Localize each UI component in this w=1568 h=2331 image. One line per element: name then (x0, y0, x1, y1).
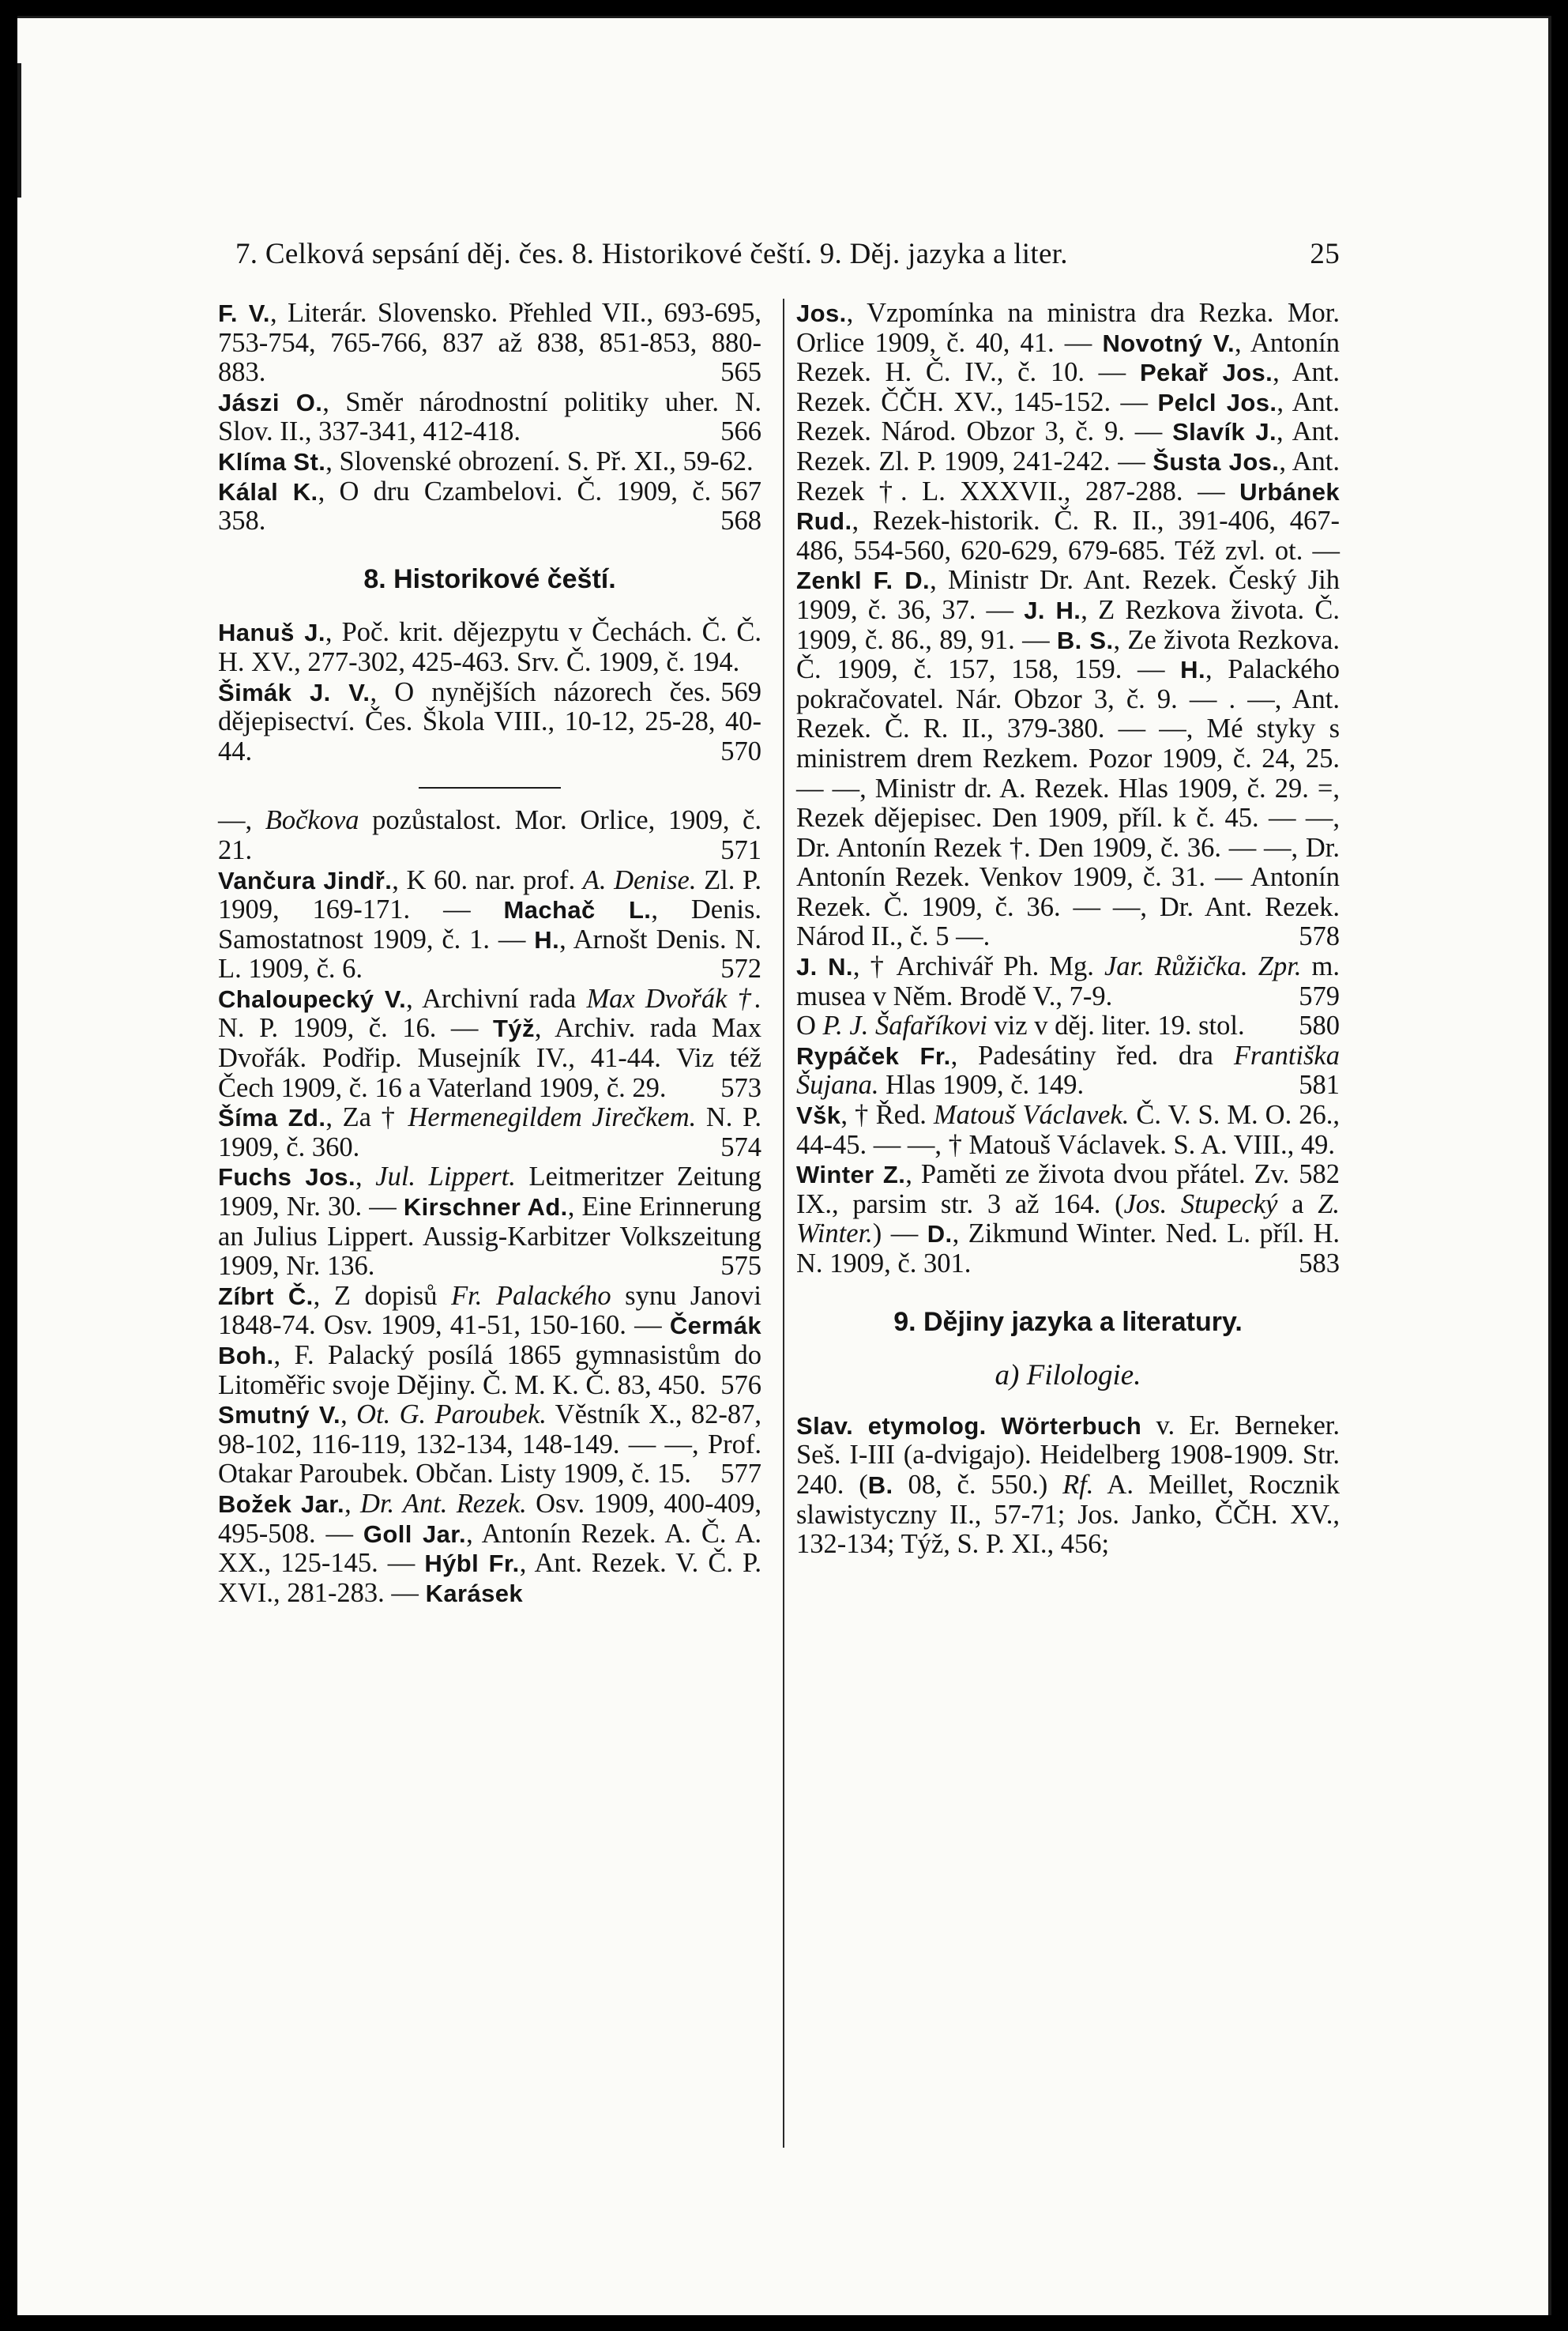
section-heading-8: 8. Historikové čeští. (363, 563, 616, 594)
bib-entry-584: Slav. etymolog. Wörterbuch v. Er. Berneker. Seš. I-III (a-dvigajo). Heidelberg 1908-1909. Str. 240. (B. 08, č. 550.) Rf. A. Meillet, Rocznik slawistyczny II., 57-71; Jos. Janko, ČČH. XV., 132-134; Týž, S. P. XI., 456; (796, 1410, 1340, 1560)
bib-entry-582: Všk, † Řed. Matouš Václavek. Č. V. S. M. O. 26., 44-45. — —, † Matouš Václavek. S. A. VIII., 49. 582 (796, 1100, 1340, 1190)
right-column (796, 299, 1340, 1560)
column-divider (783, 299, 784, 2148)
bib-entry-577: Smutný V., Ot. G. Paroubek. Věstník X., 82-87, 98-102, 116-119, 132-134, 148-149. — —, Prof. Otakar Paroubek. Občan. Listy 1909, č. 15. 577 (218, 1399, 762, 1489)
scan-edge-right (1548, 16, 1551, 2315)
scan-edge-left-mark (17, 63, 21, 198)
bib-entry-567: Klíma St., Slovenské obrození. S. Př. XI., 59-62. 567 (218, 446, 761, 506)
bib-entry-573: Chaloupecký V., Archivní rada Max Dvořák †. N. P. 1909, č. 16. — Týž, Archiv. rada Max Dvořák. Podřip. Musejník IV., 41-44. Viz též Čech 1909, č. 16 a Vaterland 1909, č. 29. 573 (218, 983, 761, 1103)
bib-entry-581: Rypáček Fr., Padesátiny řed. dra Františka Šujana. Hlas 1909, č. 149. 581 (796, 1040, 1340, 1101)
bib-entry-583: Winter Z., Paměti ze života dvou přátel. Zv. IX., parsim str. 3 až 164. (Jos. Stupecký a Z. Winter.) — D., Zikmund Winter. Ned. L. příl. H. N. 1909, č. 301. 583 (796, 1159, 1340, 1278)
bib-entry-578-continued: Jos., Vzpomínka na ministra dra Rezka. Mor. Orlice 1909, č. 40, 41. — Novotný V., Antonín Rezek. H. Č. IV., č. 10. — Pekař Jos., Ant. Rezek. ČČH. XV., 145-152. — Pelcl Jos., Ant. Rezek. Národ. Obzor 3, č. 9. — Slavík J., Ant. Rezek. Zl. P. 1909, 241-242. — Šusta Jos., Ant. Rezek †. L. XXXVII., 287-288. — Urbánek Rud., Rezek-historik. Č. R. II., 391-406, 467-486, 554-560, 620-629, 679-685. Též zvl. ot. — Zenkl F. D., Ministr Dr. Ant. Rezek. Český Jih 1909, č. 36, 37. — J. H., Z Rezkova života. Č. 1909, č. 86., 89, 91. — B. S., Ze života Rezkova. Č. 1909, č. 157, 158, 159. — H., Palackého pokračovatel. Nár. Obzor 3, č. 9. — . —, Ant. Rezek. Č. R. II., 379-380. — —, Mé styky s ministrem drem Rezkem. Pozor 1909, č. 24, 25. — —, Ministr dr. A. Rezek. Hlas 1909, č. 29. =, Rezek dějepisec. Den 1909, příl. k č. 45. — —, Dr. Antonín Rezek †. Den 1909, č. 36. — —, Dr. Antonín Rezek. Venkov 1909, č. 31. — Antonín Rezek. Č. 1909, č. 36. — —, Dr. Ant. Rezek. Národ II., č. 5 —. 578 (796, 298, 1341, 952)
bib-entry-576: Zíbrt Č., Z dopisů Fr. Palackého synu Janovi 1848-74. Osv. 1909, 41-51, 150-160. — Čermák Boh., F. Palacký posílá 1865 gymnasistům do Litoměřic svoje Dějiny. Č. M. K. Č. 83, 450. 576 (218, 1280, 761, 1400)
bib-entry-565: F. V., Literár. Slovensko. Přehled VII., 693-695, 753-754, 765-766, 837 až 838, 851-853, 880-883. 565 (218, 298, 761, 388)
bib-entry-569: Hanuš J., Poč. krit. dějezpytu v Čechách. Č. Č. H. XV., 277-302, 425-463. Srv. Č. 1909, č. 194. 569 (218, 617, 761, 707)
bib-entry-570: Šimák J. V., O nynějších názorech čes. dějepisectví. Čes. Škola VIII., 10-12, 25-28, 40-44. 570 (218, 676, 761, 766)
bib-entry-578-start: Božek Jar., Dr. Ant. Rezek. Osv. 1909, 400-409, 495-508. — Goll Jar., Antonín Rezek. A. Č. A. XX., 125-145. — Hýbl Fr., Ant. Rezek. V. Č. P. XVI., 281-283. — Karásek (218, 1488, 762, 1608)
bib-entry-580: O P. J. Šafaříkovi viz v děj. liter. 19. stol. 580 (796, 1011, 1340, 1041)
page-number: 25 (1310, 238, 1340, 270)
left-column (218, 299, 761, 1608)
section-heading-9: 9. Dějiny jazyka a literatury. (893, 1306, 1243, 1337)
subsection-heading-filologie: a) Filologie. (995, 1359, 1141, 1392)
bib-entry-568: Kálal K., O dru Czambelovi. Č. 1909, č. 358. 568 (218, 476, 761, 537)
running-head-title: 7. Celková sepsání děj. čes. 8. Historikové čeští. 9. Děj. jazyka a liter. (235, 238, 1068, 270)
bib-entry-575: Fuchs Jos., Jul. Lippert. Leitmeritzer Zeitung 1909, Nr. 30. — Kirschner Ad., Eine Erinnerung an Julius Lippert. Aussig-Karbitzer Volkszeitung 1909, Nr. 136. 575 (218, 1162, 761, 1282)
bib-entry-571: —, Bočkova pozůstalost. Mor. Orlice, 1909, č. 21. 571 (218, 805, 761, 865)
separator-rule (419, 787, 561, 789)
bib-entry-566: Jászi O., Směr národnostní politiky uher. N. Slov. II., 337-341, 412-418. 566 (218, 386, 761, 447)
scan-edge-top (17, 16, 1551, 18)
bib-entry-579: J. N., † Archivář Ph. Mg. Jar. Růžička. Zpr. m. musea v Něm. Brodě V., 7-9. 579 (796, 951, 1340, 1011)
running-head (235, 237, 1340, 271)
bib-entry-572: Vančura Jindř., K 60. nar. prof. A. Denise. Zl. P. 1909, 169-171. — Machač L., Denis. Samostatnost 1909, č. 1. — H., Arnošt Denis. N. L. 1909, č. 6. 572 (218, 864, 761, 985)
bib-entry-574: Šíma Zd., Za † Hermenegildem Jirečkem. N. P. 1909, č. 360. 574 (218, 1102, 761, 1162)
